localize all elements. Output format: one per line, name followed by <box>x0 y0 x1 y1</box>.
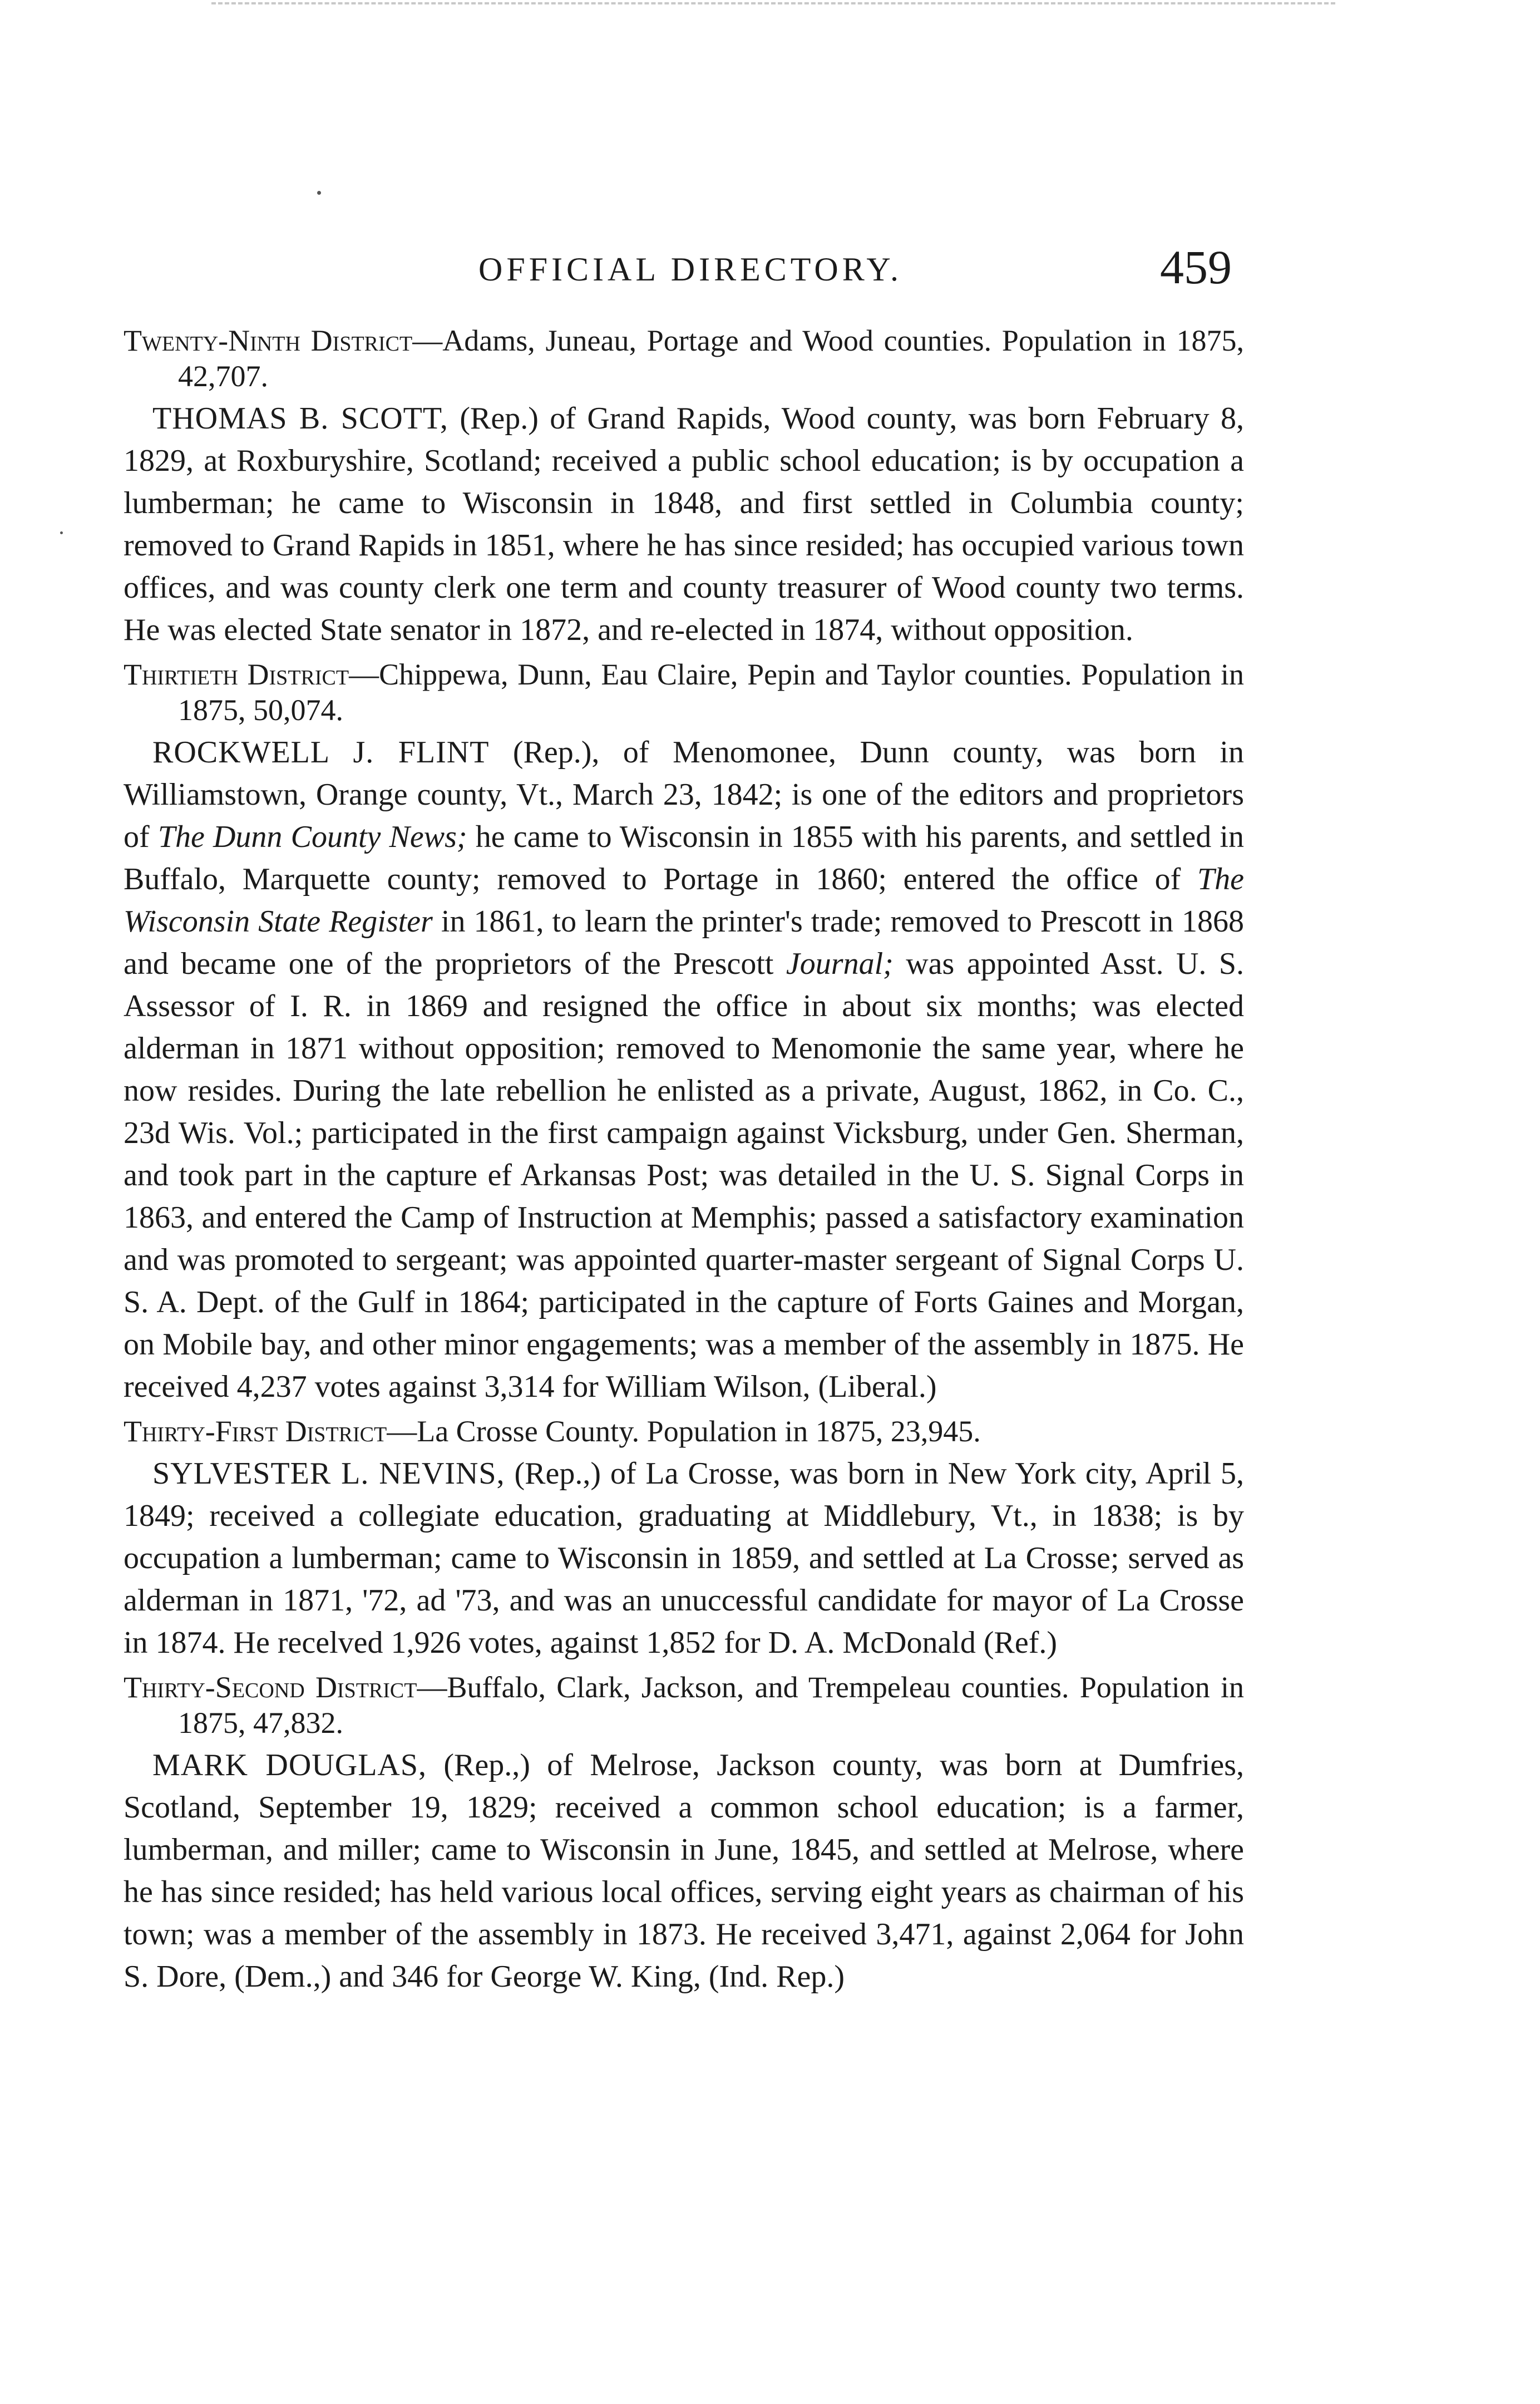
member-name: THOMAS B. SCOTT, <box>152 401 448 436</box>
member-biography <box>124 1452 1244 1664</box>
biography-text: (Rep.), of Menomonee, Dunn county, was born in Williamstown, Orange county, Vt., March 23, 1842; is one of the editors and proprietors of <box>124 735 1244 854</box>
district-details: —Buffalo, Clark, Jackson, and Trempeleau counties. Population in 1875, 47,832. <box>178 1671 1244 1740</box>
member-biography <box>124 1744 1244 1998</box>
district-details: —Chippewa, Dunn, Eau Claire, Pepin and Taylor counties. Population in 1875, 50,074. <box>178 658 1244 727</box>
newspaper-title: The Dunn County News; <box>157 820 467 854</box>
member-name: ROCKWELL J. FLINT <box>152 735 490 770</box>
biography-text: (Rep.,) of La Crosse, was born in New York city, April 5, 1849; received a collegiate education, graduating at Middlebury, Vt., in 1838; is by occupation a lumberman; came to Wisconsin in 1859, and settled at La Crosse; served as alderman in 1871, '72, ad '73, and was an unuccessful candidate for mayor of La Crosse in 1874. He recelved 1,926 votes, against 1,852 for D. A. McDonald (Ref.) <box>124 1456 1244 1660</box>
newspaper-title: The Wisconsin State Register <box>124 862 1244 939</box>
biography-text: (Rep.) of Grand Rapids, Wood county, was born February 8, 1829, at Roxburyshire, Scotland; received a public school education; is by occupation a lumberman; he came to Wisconsin in 1848, and first settled in Columbia county; removed to Grand Rapids in 1851, where he has since resided; has occupied various town offices, and was county clerk one term and county treasurer of Wood county two terms. He was elected State senator in 1872, and re-elected in 1874, without opposition. <box>124 401 1245 647</box>
member-name: MARK DOUGLAS, <box>152 1748 427 1782</box>
newspaper-title: Journal; <box>786 947 894 981</box>
district-name: Thirty-First District <box>124 1415 387 1448</box>
district-details: —La Crosse County. Population in 1875, 23,945. <box>387 1415 981 1448</box>
page-number: 459 <box>1160 240 1232 294</box>
district-heading <box>124 657 1244 728</box>
member-biography <box>124 397 1244 651</box>
running-head: OFFICIAL DIRECTORY. <box>478 251 903 288</box>
district-name: Thirty-Second District <box>124 1671 417 1704</box>
top-edge-rule <box>211 2 1335 7</box>
member-name: SYLVESTER L. NEVINS, <box>152 1456 505 1491</box>
page-body <box>124 323 1244 1998</box>
biography-text: he came to Wisconsin in 1855 with his parents, and settled in Buffalo, Marquette county; removed to Portage in 1860; entered the office of <box>124 820 1244 896</box>
biography-text: was appointed Asst. U. S. Assessor of I. R. in 1869 and resigned the office in about six months; was elected alderman in 1871 without opposition; removed to Menomonie the same year, where he now resides. During the late rebellion he enlisted as a private, August, 1862, in Co. C., 23d Wis. Vol.; participated in the first campaign against Vicksburg, under Gen. Sherman, and took part in the capture ef Arkansas Post; was detailed in the U. S. Signal Corps in 1863, and entered the Camp of Instruction at Memphis; passed a satisfactory examination and was promoted to sergeant; was appointed quarter-master sergeant of Signal Corps U. S. A. Dept. of the Gulf in 1864; participated in the capture of Forts Gaines and Morgan, on Mobile bay, and other minor engagements; was a member of the assembly in 1875. He received 4,237 votes against 3,314 for William Wilson, (Liberal.) <box>124 947 1244 1404</box>
biography-text: in 1861, to learn the printer's trade; removed to Prescott in 1868 and became one of the proprietors of the Prescott <box>124 904 1244 981</box>
district-name: Thirtieth District <box>124 658 349 691</box>
district-details: —Adams, Juneau, Portage and Wood counties. Population in 1875, 42,707. <box>178 324 1244 393</box>
member-biography <box>124 731 1244 1408</box>
district-heading <box>124 323 1244 394</box>
biography-text: (Rep.,) of Melrose, Jackson county, was born at Dumfries, Scotland, September 19, 1829; received a common school education; is a farmer, lumberman, and miller; came to Wisconsin in June, 1845, and settled at Melrose, where he has since resided; has held various local offices, serving eight years as chairman of his town; was a member of the assembly in 1873. He received 3,471, against 2,064 for John S. Dore, (Dem.,) and 346 for George W. King, (Ind. Rep.) <box>124 1748 1245 1994</box>
ink-speck <box>60 531 63 534</box>
district-heading <box>124 1669 1244 1741</box>
district-name: Twenty-Ninth District <box>124 324 413 357</box>
ink-speck <box>317 191 321 195</box>
page-header <box>0 239 1540 300</box>
district-heading <box>124 1413 1244 1449</box>
